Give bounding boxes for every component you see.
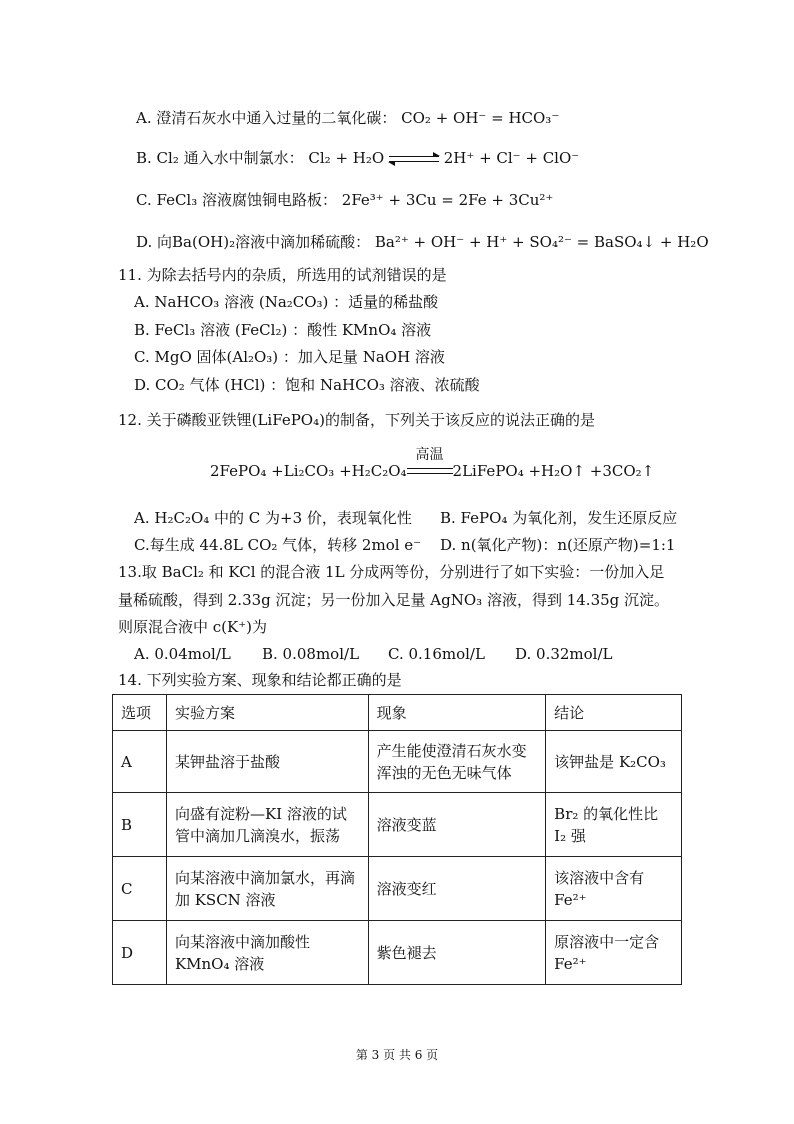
q12-option-a: A. H₂C₂O₄ 中的 C 为+3 价，表现氧化性 (134, 509, 412, 527)
table-cell-conclusion: 该钾盐是 K₂CO₃ (546, 731, 682, 793)
q10-option-b-lhs: Cl₂ + H₂O (308, 149, 385, 167)
q12-option-d: D. n(氧化产物)：n(还原产物)=1:1 (440, 536, 676, 554)
q12-equation-condition: 高温 (415, 447, 444, 463)
table-header-conclusion: 结论 (546, 695, 682, 731)
table-cell-conclusion: 原溶液中一定含 Fe²⁺ (546, 921, 682, 985)
table-cell-conclusion: 该溶液中含有 Fe²⁺ (546, 857, 682, 921)
q10-option-d-equation: Ba²⁺ + OH⁻ + H⁺ + SO₄²⁻ = BaSO₄↓ + H₂O (374, 233, 709, 251)
table-header-phenomenon: 现象 (368, 695, 546, 731)
q10-option-d (136, 232, 709, 252)
q10-option-c-label: C. FeCl₃ 溶液腐蚀铜电路板： (136, 191, 337, 209)
q10-option-a (136, 108, 559, 128)
table-row (113, 731, 682, 793)
table-cell-option: A (113, 731, 167, 793)
q12-equation-lhs: 2FePO₄ +Li₂CO₃ +H₂C₂O₄ (210, 462, 407, 480)
q12-equation (210, 447, 655, 481)
q11-option-c: C. MgO 固体(Al₂O₃) ：加入足量 NaOH 溶液 (134, 348, 445, 366)
q10-option-b-rhs: 2H⁺ + Cl⁻ + ClO⁻ (443, 149, 580, 167)
table-row (113, 793, 682, 857)
q12-option-b: B. FePO₄ 为氧化剂，发生还原反应 (440, 509, 678, 527)
experiment-table (112, 694, 682, 985)
q13-line-2: 量稀硫酸，得到 2.33g 沉淀；另一份加入足量 AgNO₃ 溶液，得到 14.35g 沉淀。 (118, 591, 670, 609)
table-cell-option: B (113, 793, 167, 857)
table-cell-phenomenon: 紫色褪去 (368, 921, 546, 985)
q14-stem: 14. 下列实验方案、现象和结论都正确的是 (118, 671, 402, 689)
q13-option-c: C. 0.16mol/L (388, 645, 485, 663)
q13-line-3: 则原混合液中 c(K⁺)为 (118, 618, 267, 636)
q11-option-a: A. NaHCO₃ 溶液 (Na₂CO₃) ：适量的稀盐酸 (134, 293, 439, 311)
q11-option-b: B. FeCl₃ 溶液 (FeCl₂) ：酸性 KMnO₄ 溶液 (134, 321, 432, 339)
table-cell-conclusion: Br₂ 的氧化性比 I₂ 强 (546, 793, 682, 857)
table-cell-plan: 向某溶液中滴加酸性 KMnO₄ 溶液 (166, 921, 368, 985)
q10-option-b (136, 148, 579, 168)
q13-option-b: B. 0.08mol/L (262, 645, 360, 663)
q13-option-a: A. 0.04mol/L (134, 645, 231, 663)
q10-option-c (136, 190, 553, 210)
table-header-row (113, 695, 682, 731)
q11-option-d: D. CO₂ 气体 (HCl) ：饱和 NaHCO₃ 溶液、浓硫酸 (134, 376, 480, 394)
table-cell-plan: 向盛有淀粉—KI 溶液的试管中滴加几滴溴水，振荡 (166, 793, 368, 857)
q10-option-b-label: B. Cl₂ 通入水中制氯水： (136, 149, 304, 167)
table-cell-option: C (113, 857, 167, 921)
table-cell-phenomenon: 产生能使澄清石灰水变浑浊的无色无味气体 (368, 731, 546, 793)
q13-line-1: 13.取 BaCl₂ 和 KCl 的混合液 1L 分成两等份，分别进行了如下实验：一份加入足 (118, 563, 665, 581)
table-header-plan: 实验方案 (166, 695, 368, 731)
table-row (113, 921, 682, 985)
table-cell-phenomenon: 溶液变蓝 (368, 793, 546, 857)
table-header-option: 选项 (113, 695, 167, 731)
q12-option-c: C.每生成 44.8L CO₂ 气体，转移 2mol e⁻ (134, 536, 422, 554)
q13-option-d: D. 0.32mol/L (515, 645, 613, 663)
page-footer: 第 3 页 共 6 页 (355, 1048, 439, 1062)
table-cell-plan: 向某溶液中滴加氯水，再滴加 KSCN 溶液 (166, 857, 368, 921)
table-cell-plan: 某钾盐溶于盐酸 (166, 731, 368, 793)
q11-stem: 11. 为除去括号内的杂质，所选用的试剂错误的是 (118, 266, 447, 284)
table-cell-phenomenon: 溶液变红 (368, 857, 546, 921)
q10-option-d-label: D. 向Ba(OH)₂溶液中滴加稀硫酸： (136, 233, 371, 251)
q10-option-a-equation: CO₂ + OH⁻ = HCO₃⁻ (401, 109, 560, 127)
table-cell-option: D (113, 921, 167, 985)
equals-sign-icon (407, 447, 453, 479)
q12-equation-rhs: 2LiFePO₄ +H₂O↑ +3CO₂↑ (452, 462, 655, 480)
q10-option-a-label: A. 澄清石灰水中通入过量的二氧化碳： (136, 109, 397, 127)
q10-option-c-equation: 2Fe³⁺ + 3Cu = 2Fe + 3Cu²⁺ (341, 191, 554, 209)
table-row (113, 857, 682, 921)
reversible-arrow-icon (389, 152, 439, 166)
q12-stem: 12. 关于磷酸亚铁锂(LiFePO₄)的制备，下列关于该反应的说法正确的是 (118, 411, 595, 429)
